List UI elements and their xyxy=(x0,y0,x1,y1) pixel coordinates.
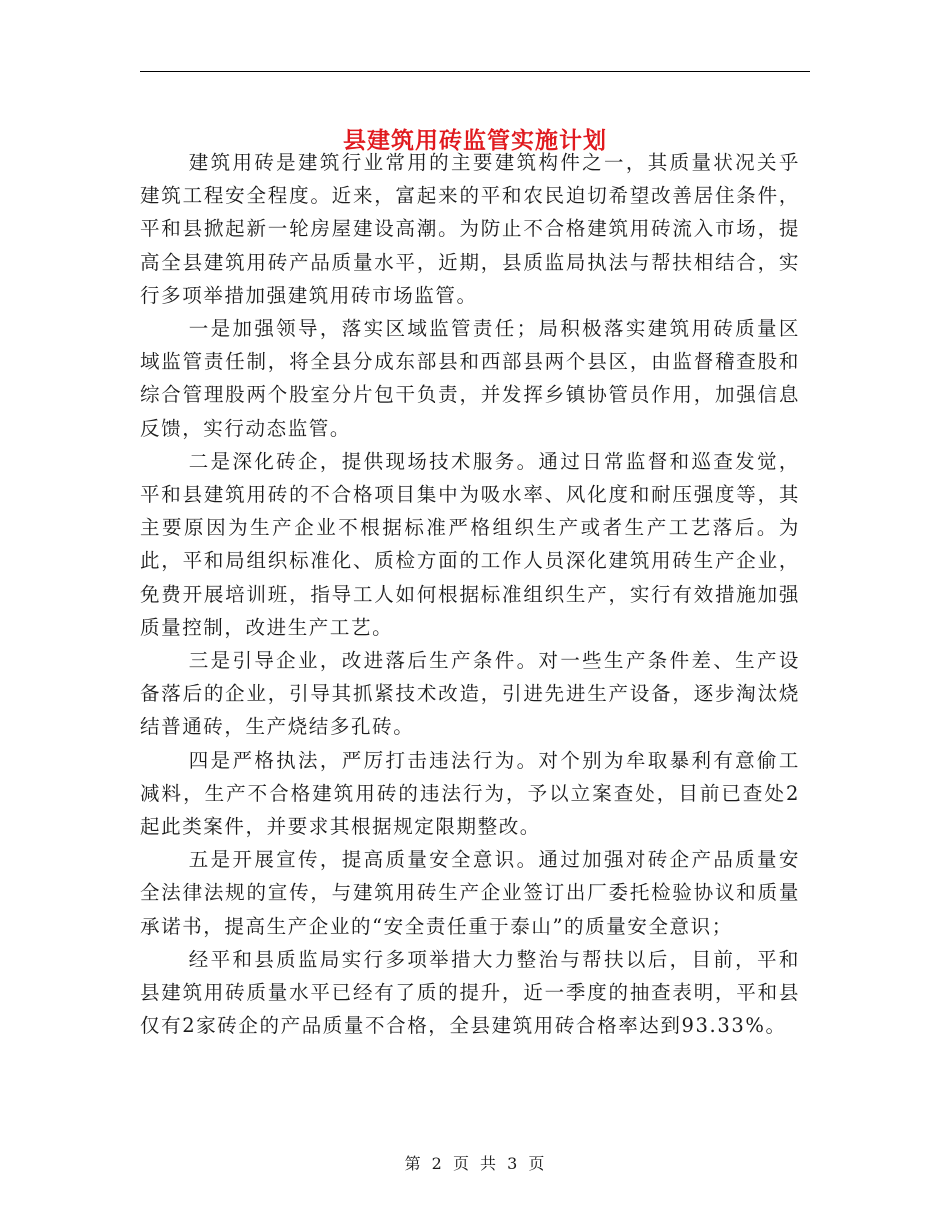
document-body xyxy=(140,146,800,1042)
paragraph-measure-2: 二是深化砖企，提供现场技术服务。通过日常监督和巡查发觉，平和县建筑用砖的不合格项目集中为吸水率、风化度和耐压强度等，其主要原因为生产企业不根据标准严格组织生产或者生产工艺落后。为此，平和局组织标准化、质检方面的工作人员深化建筑用砖生产企业，免费开展培训班，指导工人如何根据标准组织生产，实行有效措施加强质量控制，改进生产工艺。 xyxy=(140,449,800,639)
paragraph-measure-5: 五是开展宣传，提高质量安全意识。通过加强对砖企产品质量安全法律法规的宣传，与建筑用砖生产企业签订出厂委托检验协议和质量承诺书，提高生产企业的“安全责任重于泰山”的质量安全意识； xyxy=(140,848,800,938)
paragraph-conclusion: 经平和县质监局实行多项举措大力整治与帮扶以后，目前，平和县建筑用砖质量水平已经有了质的提升，近一季度的抽查表明，平和县仅有2家砖企的产品质量不合格，全县建筑用砖合格率达到93.33%。 xyxy=(140,947,800,1038)
document-title: 县建筑用砖监管实施计划 xyxy=(343,127,607,155)
paragraph-measure-4: 四是严格执法，严厉打击违法行为。对个别为牟取暴利有意偷工减料，生产不合格建筑用砖的违法行为，予以立案查处，目前已查处2起此类案件，并要求其根据规定限期整改。 xyxy=(140,748,800,839)
paragraph-intro: 建筑用砖是建筑行业常用的主要建筑构件之一，其质量状况关乎建筑工程安全程度。近来，富起来的平和农民迫切希望改善居住条件，平和县掀起新一轮房屋建设高潮。为防止不合格建筑用砖流入市场，提高全县建筑用砖产品质量水平，近期，县质监局执法与帮扶相结合，实行多项举措加强建筑用砖市场监管。 xyxy=(140,151,800,307)
page-number: 第 2 页 共 3 页 xyxy=(404,1154,546,1173)
paragraph-measure-3: 三是引导企业，改进落后生产条件。对一些生产条件差、生产设备落后的企业，引导其抓紧技术改造，引进先进生产设备，逐步淘汰烧结普通砖，生产烧结多孔砖。 xyxy=(140,649,800,739)
paragraph-measure-1: 一是加强领导，落实区域监管责任；局积极落实建筑用砖质量区域监管责任制，将全县分成东部县和西部县两个县区，由监督稽查股和综合管理股两个股室分片包干负责，并发挥乡镇协管员作用，加强信息反馈，实行动态监管。 xyxy=(140,317,800,440)
header-rule xyxy=(140,71,810,72)
